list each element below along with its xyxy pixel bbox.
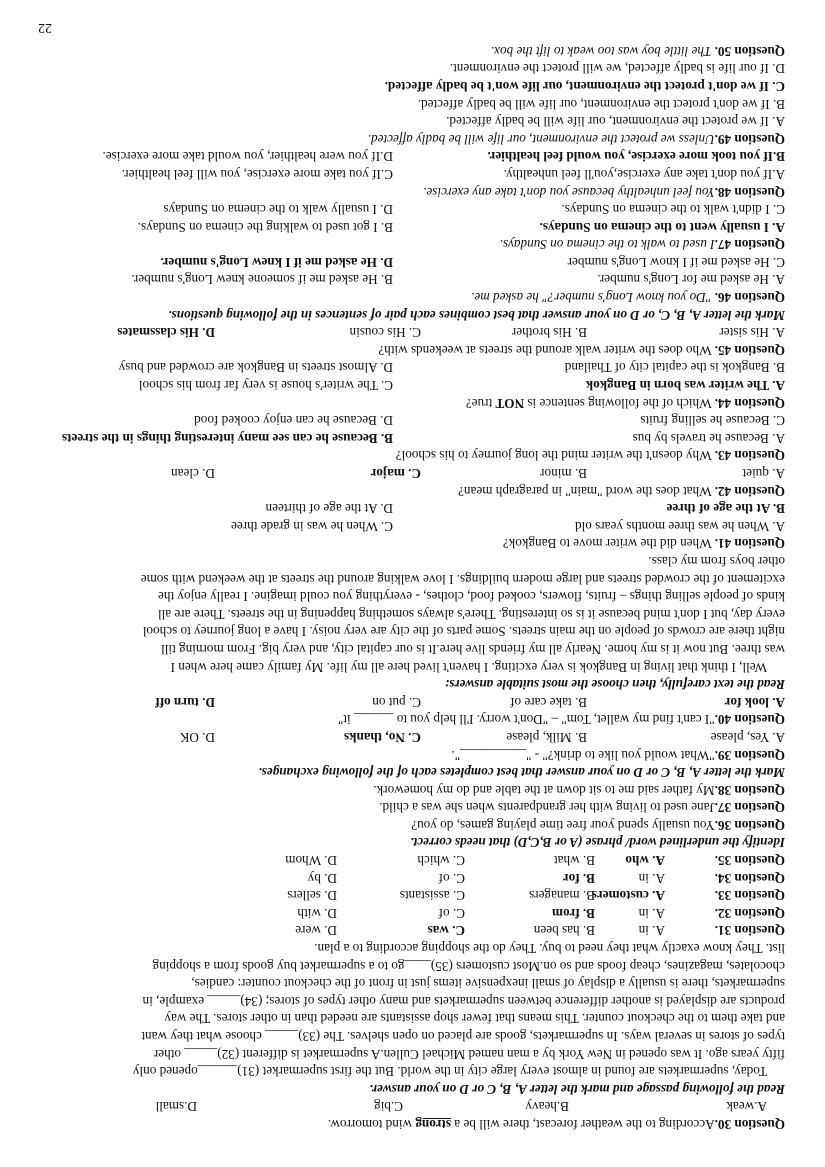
option-b: B. If we don't protect the environment, our life will be badly affected. (417, 96, 785, 112)
question-text: "What would you like to drink?" - "__________". (451, 747, 715, 763)
question-48 (37, 183, 785, 201)
option-c: C. put on (372, 694, 421, 710)
question-label: Question 35. (714, 853, 785, 869)
question-40-options (37, 693, 785, 711)
passage-line: list. They know exactly what they need to buy. They do the shopping according to a plan. (314, 941, 785, 957)
question-label: Question 32. (714, 905, 785, 921)
question-38 (37, 781, 785, 799)
question-label: Question 43. (714, 448, 785, 464)
question-45-options (37, 324, 785, 342)
passage-line: kinds of people selling things – fruits, flowers, cooked food, clothes, - everything you could imagine. I really enjoy the (158, 589, 785, 605)
option-a: A. who (625, 853, 665, 869)
question-text: Jane used to living with her grandparents when she was a child. (379, 800, 715, 816)
question-text: Unless we protect the environment, our life will be badly affected. (367, 131, 715, 147)
option-d: D. Whom (285, 853, 337, 869)
option-a: A. His sister (719, 325, 785, 341)
option-c: C. Because he selling fruits (640, 413, 785, 429)
option-b: B. has been (533, 923, 595, 939)
question-text: Who does the writer walk around the streets at weekends with? (378, 342, 712, 358)
passage-line: and take them to the checkout counter. This means that fewer shop assistants are needed than in other stores. The way (164, 1011, 785, 1027)
question-41-options-row2 (37, 500, 785, 518)
option-d: D. If our life is badly affected, we will protect the environment. (449, 61, 785, 77)
option-a: A. If we protect the environment, our life will be badly affected. (446, 114, 785, 130)
question-label: Question 36. (714, 817, 785, 833)
question-49 (37, 130, 785, 148)
question-text: The little boy was too weak to lift the box. (490, 43, 712, 59)
question-39-options (37, 728, 785, 746)
option-a: A. quiet (742, 466, 785, 482)
question-39 (37, 746, 785, 764)
passage-line: excitement of the crowded streets and large modern buildings. I love walking around the streets at the weekend with some (140, 571, 785, 587)
question-label: Question 33. (714, 888, 785, 904)
option-c: C. No, thanks (344, 729, 421, 745)
option-d: D.If you were healthier, you would take more exercise. (102, 149, 393, 165)
section-instruction: Identify the underlined word/ phrase (A or B,C,D) that needs correct. (410, 835, 785, 851)
option-b: B. Bangkok is the capital city of Thailand (564, 360, 785, 376)
question-50 (37, 42, 785, 60)
question-30-options (37, 1098, 785, 1116)
passage-line: every day, but I don't mind because it is so interesting. There's always something happening in the streets. There are all (157, 606, 785, 622)
option-b: B. He asked me if someone knew Long's number. (131, 272, 393, 288)
option-d: D. I usually walk to the cinema on Sundays (163, 202, 393, 218)
question-label: Question 49. (714, 131, 785, 147)
underlined-word: strong (415, 1117, 452, 1132)
option-a: A. Because he travels by bus (632, 430, 785, 446)
passage-line: Well, I think that living in Bangkok is very exciting. I haven't lived here all my life. My family came here when I (170, 659, 767, 675)
question-44 (37, 394, 785, 412)
option-a: A. When he was three months years old (575, 518, 785, 534)
option-d: D. Because he can enjoy cooked food (194, 413, 393, 429)
question-41 (37, 535, 785, 553)
section-instruction: Mark the letter A, B, C, or D on your answer that best combines each pair of sentences in the following questions. (168, 307, 785, 323)
question-text: You usually spend your free time playing games, do you? (411, 817, 715, 833)
option-c: C. If we don't protect the environment, our life won't be badly affected. (384, 78, 785, 94)
option-a: A. in (638, 923, 665, 939)
question-text-end: wind tomorrow. (327, 1117, 416, 1132)
question-label: Question 42. (714, 483, 785, 499)
worksheet-content (37, 42, 785, 1133)
option-d: D.small (155, 1099, 197, 1115)
option-a: A. The writer was born in Bangkok (585, 378, 785, 394)
question-label: Question 31. (714, 923, 785, 939)
option-c: C. major (370, 466, 421, 482)
question-text-end: true? (465, 395, 496, 411)
option-b: B. for (562, 870, 595, 886)
passage-line: products are displayed is another difference between supermarkets and many other types of stores; (34)_____ example, in (142, 993, 785, 1009)
option-d: D. with (297, 905, 337, 921)
question-45 (37, 341, 785, 359)
question-36 (37, 816, 785, 834)
question-label: Question 47. (714, 237, 785, 253)
question-32 (37, 904, 785, 922)
question-44-options-row2 (37, 359, 785, 377)
question-label: Question 39. (714, 747, 785, 763)
question-37 (37, 799, 785, 817)
question-48-options-row2 (37, 148, 785, 166)
passage-line: night there are crowds of people on the main streets. Some parts of the city are very noisy. I have a long journey to school (142, 624, 785, 640)
option-b: B. take care of (510, 694, 587, 710)
question-label: Question 45. (714, 342, 785, 358)
option-c: C. which (417, 853, 465, 869)
passage-line: other boys from my class. (648, 554, 785, 569)
option-b: B. what (553, 853, 595, 869)
question-text: "I can't find my wallet, Tom" – "Don't worry. I'll help you to ______ it" (337, 712, 715, 728)
question-text: Why doesn't the writer mind the long journey to his school? (395, 448, 712, 464)
question-label: Question 48. (714, 184, 785, 200)
option-b: B. from (552, 905, 595, 921)
question-text: I used to walk to the cinema on Sundays. (499, 237, 715, 253)
option-b: B. Because he can see many interesting things in the streets (61, 430, 393, 446)
question-text: My father said me to sit down at the table and do my homework. (373, 782, 715, 798)
question-47 (37, 236, 785, 254)
option-c: C. of (438, 870, 465, 886)
option-b: B. I got used to walking the cinema on Sundays. (137, 219, 393, 235)
option-d: D. turn off (155, 694, 215, 710)
question-48-options-row1 (37, 165, 785, 183)
question-label: Question 38. (714, 782, 785, 798)
option-d: D. were (295, 923, 337, 939)
option-d: D. sellers (287, 888, 337, 904)
option-d: D. At the age of thirteen (265, 501, 393, 517)
section-instruction: Mark the letter A, B, C or D on your answer that best completes each of the following exchanges. (258, 765, 785, 781)
section-instruction: Read the following passage and mark the letter A, B, C or D on your answer. (369, 1081, 785, 1097)
option-c: C.big (374, 1099, 403, 1115)
option-c: C. I didn't walk to the cinema on Sundays. (561, 202, 785, 218)
option-d: D. Almost streets in Bangkok are crowded and busy (118, 360, 393, 376)
question-text: When did the writer move to Bangkok? (502, 536, 712, 552)
question-label: Question 34. (714, 870, 785, 886)
option-a: A. customers (591, 888, 665, 904)
question-33 (37, 887, 785, 905)
question-46-options-row1 (37, 271, 785, 289)
option-c: C. He asked me if I know Long's number (567, 254, 785, 270)
option-c: C. of (438, 905, 465, 921)
option-b: B. At the age of three (666, 501, 785, 517)
question-43-options-row2 (37, 412, 785, 430)
option-d: D. clean (171, 466, 215, 482)
option-b: B. managers (529, 888, 595, 904)
question-30 (37, 1115, 785, 1133)
question-label: Question 50. (714, 43, 785, 59)
question-47-options-row1 (37, 218, 785, 236)
question-42 (37, 482, 785, 500)
question-label: Question 30. (714, 1117, 785, 1132)
question-text: "Do you know Long's number?" he asked me. (471, 290, 712, 306)
option-b: B.heavy (525, 1099, 569, 1115)
passage-line: Today, supermarkets are found in almost every large city in the world. But the first supermarket (31)______opened only (132, 1064, 767, 1080)
question-46 (37, 289, 785, 307)
option-c: C. When he was in grade three (231, 518, 393, 534)
option-a: A. in (638, 905, 665, 921)
option-d: D. His classmates (117, 325, 215, 341)
question-text: According to the weather forecast, there will be a (451, 1117, 715, 1132)
option-c: C. assistants (399, 888, 465, 904)
question-label: Question 41. (714, 536, 785, 552)
option-a: A. I usually went to the cinema on Sundays. (539, 219, 785, 235)
question-label: Question 40. (714, 712, 785, 728)
option-c: C.If you take more exercise, you will feel healthier. (121, 166, 393, 182)
passage-line: chocolates, magazines, cheap foods and so on.Most customers (35)____go to a supermarket buy goods from a shopping (152, 958, 785, 974)
question-43-options-row1 (37, 429, 785, 447)
question-43 (37, 447, 785, 465)
question-text: You feel unhealthy because you don't take any exercise. (423, 184, 715, 200)
option-a: A. Yes, please (710, 729, 785, 745)
option-c: C. His cousin (349, 325, 421, 341)
question-text: Which of the following sentence is (524, 395, 712, 411)
option-a: A. look for (724, 694, 785, 710)
question-44-options-row1 (37, 376, 785, 394)
question-34 (37, 869, 785, 887)
option-d: D. He asked me if I knew Long's number. (160, 254, 393, 270)
question-47-options-row2 (37, 201, 785, 219)
question-31 (37, 922, 785, 940)
question-42-options (37, 464, 785, 482)
option-d: D. by (307, 870, 337, 886)
passage-line: supermarkets, there is usually a display of small inexpensive items just in front of the checkout counter: candies, (191, 976, 785, 992)
question-35 (37, 852, 785, 870)
option-a: A.weak (726, 1099, 767, 1115)
option-b: B. minor (540, 466, 587, 482)
question-label: Question 37. (714, 800, 785, 816)
question-text: What does the word "main" in paragraph mean? (458, 483, 712, 499)
passage-line: types of stores in several ways. In supermarkets, goods are placed on open shelves. The (33)_____ choose what they want (141, 1029, 785, 1045)
page-number: 22 (38, 19, 52, 35)
option-b: B.If you took more exercise, you would feel healthier. (487, 149, 785, 165)
option-c: C. The writer's house is very far from his school (138, 378, 393, 394)
question-40 (37, 711, 785, 729)
question-41-options-row1 (37, 517, 785, 535)
section-instruction: Read the text carefully, then choose the most suitable answers: (444, 677, 785, 693)
option-b: B. His brother (511, 325, 587, 341)
passage-line: fifty years ago. It was opened in New York by a man named Michael Cullen.A supermarket is different (32)_____ other (153, 1046, 785, 1062)
question-46-options-row2 (37, 253, 785, 271)
option-a: A.If you don't take any exercise,you'll feel unhealthy. (503, 166, 785, 182)
passage-line: was three. But now it is my home. Nearly all my friends live here.It is our capital city, and very big. From morning till (161, 641, 785, 657)
option-c: C. was (427, 923, 465, 939)
question-label: Question 44. (714, 395, 785, 411)
option-b: B. Milk, please (506, 729, 587, 745)
option-d: D. OK (179, 729, 215, 745)
question-label: Question 46. (714, 290, 785, 306)
option-a: A. in (638, 870, 665, 886)
emphasis-not: NOT (495, 395, 525, 411)
option-a: A. He asked me for Long's number. (597, 272, 785, 288)
